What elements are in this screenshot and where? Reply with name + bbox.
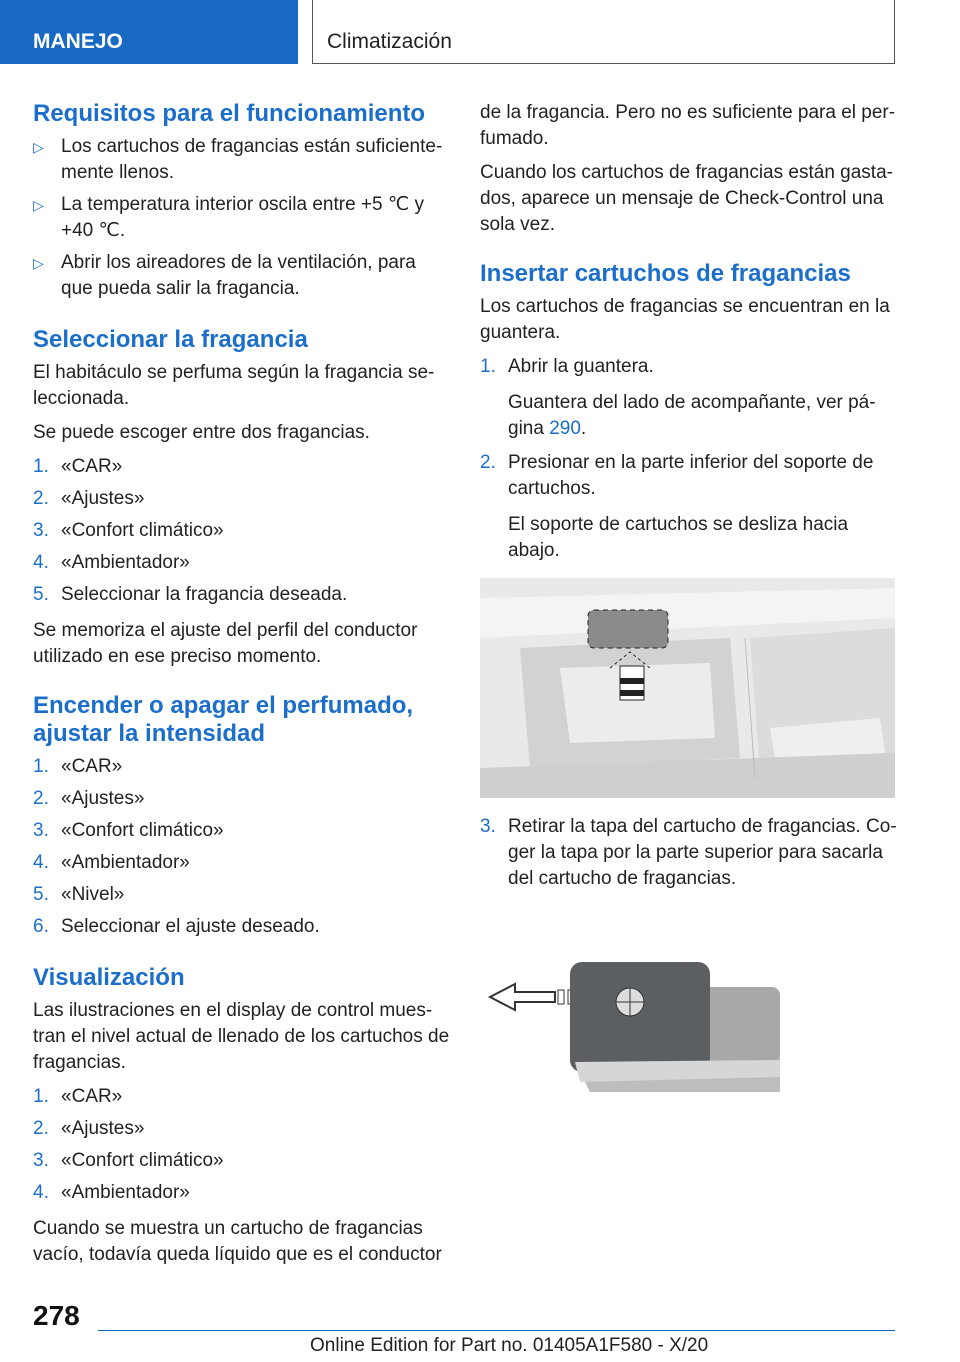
list-item: 1. «CAR» [33,756,123,777]
list-item: 3. «Confort climático» [33,1150,224,1171]
triangle-bullet-icon: ▷ [33,139,44,155]
list-item: 2. «Ajustes» [33,788,145,809]
steps-list [33,454,451,608]
heading-requisitos: Requisitos para el funcionamiento [33,100,426,127]
list-item: ▷ Abrir los aireadores de la ventilación, para que pueda salir la fragancia. [33,252,416,299]
list-item: 4. «Ambientador» [33,552,190,573]
section-tab: MANEJO [0,0,298,64]
paragraph: Cuando se muestra un cartucho de fragancias vacío, todavía queda líquido que es el conductor [33,1218,442,1265]
list-item: 2. «Ajustes» [33,488,145,509]
cartridge-illustration [480,942,895,1142]
list-item: 3. «Confort climático» [33,820,224,841]
paragraph: Se memoriza el ajuste del perfil del conductor utilizado en ese preciso momento. [33,620,418,667]
heading-visualizacion: Visualización [33,964,185,991]
heading-encender: Encender o apagar el perfumado, ajustar la intensidad [33,692,414,747]
list-item: 1. «CAR» [33,1086,123,1107]
steps-list [480,354,898,380]
footer-rule [98,1330,895,1331]
page-link[interactable]: 290 [549,418,581,439]
list-item: 2. «Ajustes» [33,1118,145,1139]
list-item: 5. Seleccionar la fragancia deseada. [33,584,348,605]
list-item: 3. «Confort climático» [33,520,224,541]
chapter-title: Climatización [312,0,895,64]
right-column [480,100,898,1142]
list-item: 4. «Ambientador» [33,852,190,873]
list-item: 3. Retirar la tapa del cartucho de fragancias. Coger la tapa por la parte superior para sacarla del cartucho de fragancias. [480,816,897,889]
triangle-bullet-icon: ▷ [33,255,44,271]
list-item: 2. Presionar en la parte inferior del soporte de cartuchos. [480,452,874,499]
left-column [33,100,451,1276]
step-note: Guantera del lado de acompañante, ver página 290. [508,392,876,439]
heading-seleccionar: Seleccionar la fragancia [33,326,308,353]
paragraph: El habitáculo se perfuma según la fragancia seleccionada. [33,362,435,409]
footer-edition: Online Edition for Part no. 01405A1F580 - X/20 [310,1335,709,1356]
glovebox-illustration [480,578,895,798]
step-note: El soporte de cartuchos se desliza hacia abajo. [508,514,849,561]
paragraph: Se puede escoger entre dos fragancias. [33,422,370,443]
list-item: ▷ La temperatura interior oscila entre +5 ℃ y +40 ℃. [33,194,424,241]
list-item: 5. «Nivel» [33,884,125,905]
list-item: 4. «Ambientador» [33,1182,190,1203]
steps-list [480,450,898,502]
list-item: 6. Seleccionar el ajuste deseado. [33,916,320,937]
paragraph: Los cartuchos de fragancias se encuentran en la guantera. [480,296,890,343]
paragraph: Las ilustraciones en el display de control muestran el nivel actual de llenado de los cartuchos de fragancias. [33,1000,450,1073]
list-item: 1. «CAR» [33,456,123,477]
requirements-list [33,134,451,302]
list-item: ▷ Los cartuchos de fragancias están suficientemente llenos. [33,136,443,183]
page-number: 278 [33,1300,80,1331]
paragraph: de la fragancia. Pero no es suficiente para el perfumado. [480,102,896,149]
steps-list [480,814,898,892]
paragraph: Cuando los cartuchos de fragancias están gastados, aparece un mensaje de Check-Control una sola vez. [480,162,893,235]
heading-insertar: Insertar cartuchos de fragancias [480,260,851,287]
steps-list [33,754,451,940]
steps-list [33,1084,451,1206]
triangle-bullet-icon: ▷ [33,197,44,213]
list-item: 1. Abrir la guantera. [480,356,654,377]
